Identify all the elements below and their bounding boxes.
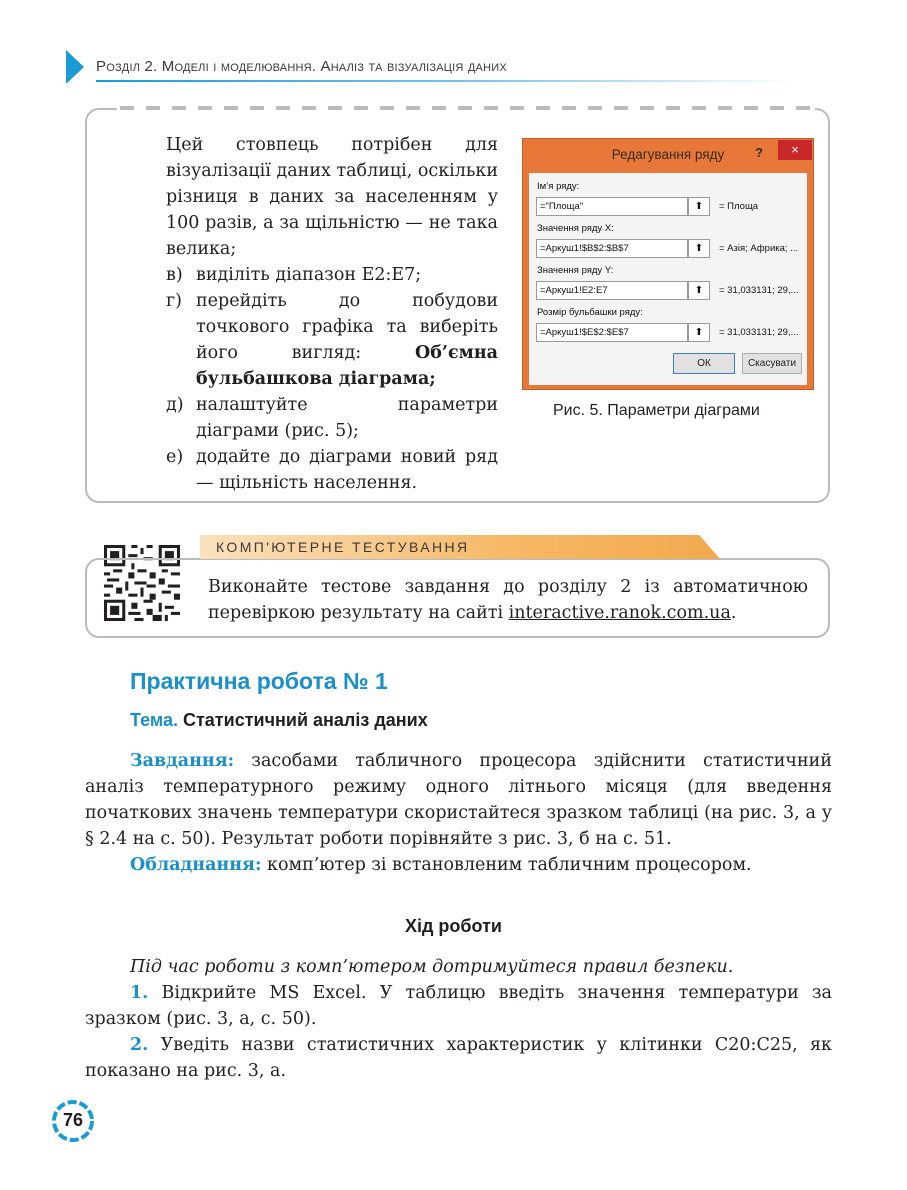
x-values-label: Значення ряду X: xyxy=(537,223,614,234)
practice-topic xyxy=(130,710,428,731)
collapse-icon[interactable]: ⬆ xyxy=(688,197,710,216)
y-values-input[interactable]: =Аркуш1!E2:E7 xyxy=(536,281,688,300)
instruction-text xyxy=(166,132,498,496)
list-marker: в) xyxy=(166,265,183,285)
x-values-preview: = Азія; Африка; ... xyxy=(719,243,799,254)
list-text: виділіть діапазон E2:E7; xyxy=(196,265,422,285)
testing-link[interactable]: interactive.ranok.com.ua xyxy=(508,603,731,623)
list-item xyxy=(166,262,498,288)
testing-text-body: Виконайте тестове завдання до розділу 2 із автоматичною перевіркою результату на сайті xyxy=(208,577,808,623)
step-text: Уведіть назви статистичних характеристик у клітинки C20:C25, як показано на рис. 3, а. xyxy=(85,1035,832,1081)
list-text xyxy=(196,288,498,392)
list-marker: д) xyxy=(166,395,184,415)
section-arrow-icon xyxy=(66,50,84,84)
task-paragraph xyxy=(85,748,832,878)
dialog-body xyxy=(529,173,807,385)
page-number: 76 xyxy=(62,1110,84,1130)
series-name-label: Ім’я ряду: xyxy=(537,181,580,192)
step-text: Відкрийте MS Excel. У таблицю введіть значення температури за зразком (рис. 3, а, с. 50). xyxy=(85,983,832,1029)
instruction-intro: Цей стовпець потрібен для візуалізації даних таблиці, оскільки різниця в даних за населенням у 100 разів, а за щільністю — не така велика; xyxy=(166,135,498,259)
list-item xyxy=(166,392,498,444)
list-item xyxy=(166,288,498,392)
help-icon[interactable]: ? xyxy=(755,145,763,160)
task-label: Завдання: xyxy=(130,751,235,771)
close-icon[interactable]: × xyxy=(778,140,812,160)
testing-text xyxy=(208,574,808,626)
list-marker: г) xyxy=(166,291,182,311)
task-text: засобами табличного процесора здійснити статистичний аналіз температурного режиму одного літнього місяця (для введення початкових значень температури скористайтеся зразком таблиці (на рис. 3, а у § 2.4 на с. 50). Результат роботи порівняйте з рис. 3, б на с. 51. xyxy=(85,751,832,849)
series-name-input[interactable]: ="Площа" xyxy=(536,197,688,216)
collapse-icon[interactable]: ⬆ xyxy=(688,323,710,342)
y-values-label: Значення ряду Y: xyxy=(537,265,614,276)
equipment-text: комп’ютер зі встановленим табличним процесором. xyxy=(267,855,752,875)
topic-text: Статистичний аналіз даних xyxy=(182,710,428,730)
list-text: додайте до діаграми новий ряд — щільність населення. xyxy=(196,447,498,493)
bubble-size-preview: = 31,033131; 29,... xyxy=(719,327,799,338)
testing-text-tail: . xyxy=(730,603,737,623)
list-text-plain: перейдіть до побудови точкового графіка та виберіть його вигляд: xyxy=(196,291,498,363)
list-item xyxy=(166,444,498,496)
dashed-border-top xyxy=(120,106,810,110)
series-name-preview: = Площа xyxy=(719,201,759,212)
collapse-icon[interactable]: ⬆ xyxy=(688,239,710,258)
list-text: налаштуйте параметри діаграми (рис. 5); xyxy=(196,395,498,441)
collapse-icon[interactable]: ⬆ xyxy=(688,281,710,300)
bubble-size-label: Розмір бульбашки ряду: xyxy=(537,307,643,318)
testing-tab xyxy=(200,535,720,559)
x-values-input[interactable]: =Аркуш1!$B$2:$B$7 xyxy=(536,239,688,258)
edit-series-dialog xyxy=(522,138,814,390)
dialog-title: Редагування ряду xyxy=(611,147,725,162)
topic-label: Тема. xyxy=(130,710,178,730)
bubble-size-input[interactable]: =Аркуш1!$E$2:$E$7 xyxy=(536,323,688,342)
figure-caption: Рис. 5. Параметри діаграми xyxy=(553,402,760,419)
section-title: Розділ 2. Моделі і моделювання. Аналіз та візуалізація даних xyxy=(96,58,507,75)
step-number: 2. xyxy=(130,1035,149,1055)
steps-block xyxy=(85,954,832,1084)
testing-tab-label: КОМП'ЮТЕРНЕ ТЕСТУВАННЯ xyxy=(216,539,470,555)
list-marker: е) xyxy=(166,447,184,467)
ok-button[interactable]: ОК xyxy=(673,353,735,374)
step-number: 1. xyxy=(130,983,149,1003)
cancel-button[interactable]: Скасувати xyxy=(742,353,802,374)
y-values-preview: = 31,033131; 29,... xyxy=(719,285,799,296)
header-rule xyxy=(96,80,796,82)
safety-note: Під час роботи з комп’ютером дотримуйтеся правил безпеки. xyxy=(130,957,734,977)
practice-title: Практична робота № 1 xyxy=(130,668,388,694)
list-text-bold: Об’ємна бульбашкова діаграма; xyxy=(196,343,498,389)
equipment-label: Обладнання: xyxy=(130,855,262,875)
progress-heading: Хід роботи xyxy=(405,916,502,936)
